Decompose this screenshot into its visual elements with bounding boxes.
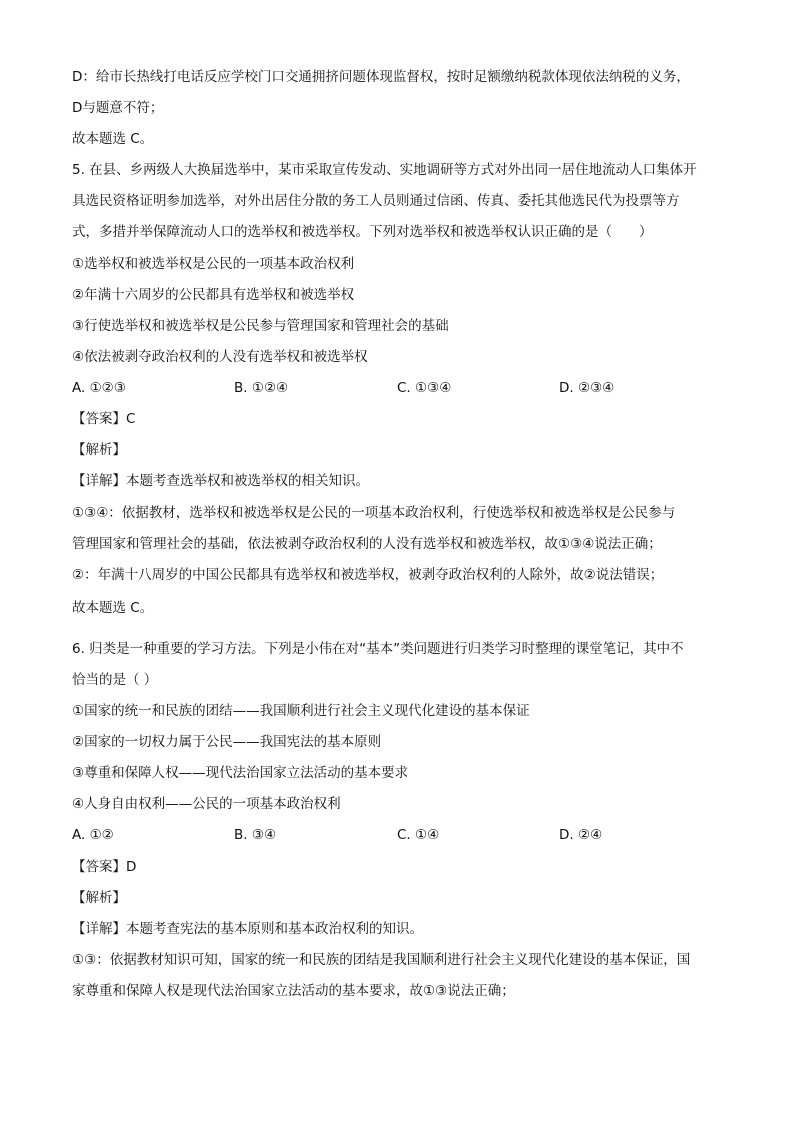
q6-option-d: D. ②④ (559, 827, 603, 843)
q5-analysis-label: 【解析】 (72, 442, 126, 458)
q6-option-b: B. ③④ (234, 827, 277, 843)
prev-analysis-d-line2: D与题意不符； (72, 100, 164, 116)
q6-detail: 【详解】本题考查宪法的基本原则和基本政治权利的知识。 (72, 921, 423, 937)
q5-stem-line3: 式，多措并举保障流动人口的选举权和被选举权。下列对选举权和被选举权认识正确的是（ ） (72, 224, 653, 240)
q6-answer: 【答案】D (72, 859, 137, 875)
q6-explanation-line1: ①③：依据教材知识可知，国家的统一和民族的团结是我国顺利进行社会主义现代化建设的基本保证，国 (72, 952, 691, 968)
q5-conclusion: 故本题选 C。 (72, 600, 154, 616)
q5-item-1: ①选举权和被选举权是公民的一项基本政治权利 (72, 256, 355, 272)
q5-options (72, 378, 732, 398)
prev-analysis-d-line1: D：给市长热线打电话反应学校门口交通拥挤问题体现监督权，按时足额缴纳税款体现依法纳税的义务， (72, 69, 690, 85)
q6-item-2: ②国家的一切权力属于公民——我国宪法的基本原则 (72, 734, 382, 750)
q6-analysis-label: 【解析】 (72, 890, 126, 906)
q6-item-3: ③尊重和保障人权——现代法治国家立法活动的基本要求 (72, 765, 409, 781)
q5-explanation-2: ②：年满十八周岁的中国公民都具有选举权和被选举权，被剥夺政治权利的人除外，故②说法错误； (72, 567, 664, 583)
q6-options (72, 825, 732, 845)
q5-answer: 【答案】C (72, 411, 136, 427)
q5-explanation-line1: ①③④：依据教材，选举权和被选举权是公民的一项基本政治权利，行使选举权和被选举权是公民参与 (72, 505, 676, 521)
q5-stem-line1: 5. 在县、乡两级人大换届选举中，某市采取宣传发动、实地调研等方式对外出同一居住地流动人口集体开 (72, 162, 697, 178)
q6-stem-line1: 6. 归类是一种重要的学习方法。下列是小伟在对“基本”类问题进行归类学习时整理的课堂笔记，其中不 (72, 641, 684, 657)
q5-item-3: ③行使选举权和被选举权是公民参与管理国家和管理社会的基础 (72, 318, 449, 334)
q5-stem-line2: 具选民资格证明参加选举，对外出居住分散的务工人员则通过信函、传真、委托其他选民代为投票等方 (72, 193, 680, 209)
q6-option-c: C. ①④ (397, 827, 440, 843)
q6-option-a: A. ①② (72, 827, 114, 843)
q5-option-d: D. ②③④ (559, 380, 615, 396)
q6-explanation-line2: 家尊重和保障人权是现代法治国家立法活动的基本要求，故①③说法正确； (72, 983, 515, 999)
q5-item-2: ②年满十六周岁的公民都具有选举权和被选举权 (72, 287, 355, 303)
q5-option-a: A. ①②③ (72, 380, 126, 396)
q6-item-1: ①国家的统一和民族的团结——我国顺利进行社会主义现代化建设的基本保证 (72, 703, 530, 719)
q5-item-4: ④依法被剥夺政治权利的人没有选举权和被选举权 (72, 349, 368, 365)
q5-detail: 【详解】本题考查选举权和被选举权的相关知识。 (72, 473, 369, 489)
q6-stem-line2: 恰当的是（ ） (72, 672, 158, 688)
q5-option-b: B. ①②④ (234, 380, 289, 396)
q6-item-4: ④人身自由权利——公民的一项基本政治权利 (72, 796, 341, 812)
q5-explanation-line2: 管理国家和管理社会的基础，依法被剥夺政治权利的人没有选举权和被选举权，故①③④说法正确； (72, 536, 662, 552)
prev-conclusion: 故本题选 C。 (72, 131, 154, 147)
q5-option-c: C. ①③④ (397, 380, 452, 396)
